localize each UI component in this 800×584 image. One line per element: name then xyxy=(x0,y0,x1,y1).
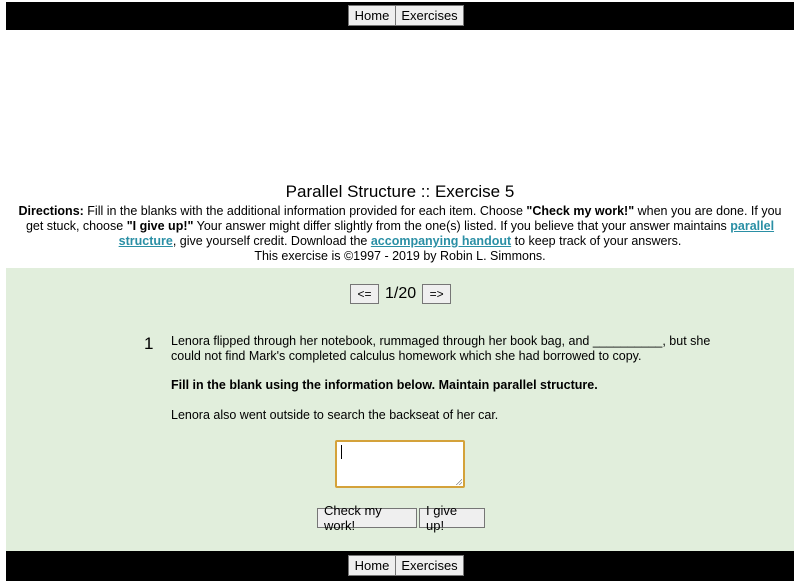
bottom-nav-bar xyxy=(6,551,794,581)
directions-text-1: Fill in the blanks with the additional information provided for each item. Choose xyxy=(83,204,527,218)
home-button-bottom[interactable]: Home xyxy=(348,555,396,576)
top-nav-bar xyxy=(6,2,794,30)
next-button[interactable]: => xyxy=(422,284,451,304)
top-nav-group xyxy=(348,5,464,26)
page-title: Parallel Structure :: Exercise 5 xyxy=(285,182,515,201)
check-my-work-button[interactable]: Check my work! xyxy=(317,508,417,528)
directions-giveup-label: "I give up!" xyxy=(126,219,194,233)
prev-button[interactable]: <= xyxy=(350,284,379,304)
directions-text-5: to keep track of your answers. xyxy=(511,234,682,248)
bottom-nav-group xyxy=(348,555,464,576)
text-caret xyxy=(341,445,342,459)
accompanying-handout-link[interactable]: accompanying handout xyxy=(370,234,512,248)
directions-text-2: when you are done. If you get stuck, choose xyxy=(25,204,782,233)
answer-textarea[interactable] xyxy=(335,440,465,488)
directions xyxy=(14,204,786,249)
give-up-button[interactable]: I give up! xyxy=(419,508,485,528)
copyright-text: This exercise is ©1997 - 2019 by Robin L. Simmons. xyxy=(254,249,546,263)
action-buttons xyxy=(317,503,485,533)
question-info: Lenora also went outside to search the backseat of her car. xyxy=(171,408,499,422)
directions-text-4: , give yourself credit. Download the xyxy=(172,234,371,248)
exercises-button-top[interactable]: Exercises xyxy=(396,5,464,26)
resize-grip-icon[interactable] xyxy=(455,478,462,485)
parallel-structure-link[interactable]: parallel structure xyxy=(118,219,775,248)
home-button-top[interactable]: Home xyxy=(348,5,396,26)
directions-check-label: "Check my work!" xyxy=(526,204,635,218)
page-counter: 1/20 xyxy=(385,285,417,302)
question-number: 1 xyxy=(144,334,154,353)
exercises-button-bottom[interactable]: Exercises xyxy=(396,555,464,576)
pager xyxy=(350,284,451,304)
exercise-panel xyxy=(6,268,794,551)
directions-text-3: Your answer might differ slightly from the one(s) listed. If you believe that your answer maintains xyxy=(193,219,731,233)
question-instruction: Fill in the blank using the information below. Maintain parallel structure. xyxy=(171,378,598,392)
directions-lead: Directions: xyxy=(18,204,84,218)
question-text: Lenora flipped through her notebook, rummaged through her book bag, and __________, but she could not find Mark's completed calculus homework which she had borrowed to copy. xyxy=(171,334,711,363)
